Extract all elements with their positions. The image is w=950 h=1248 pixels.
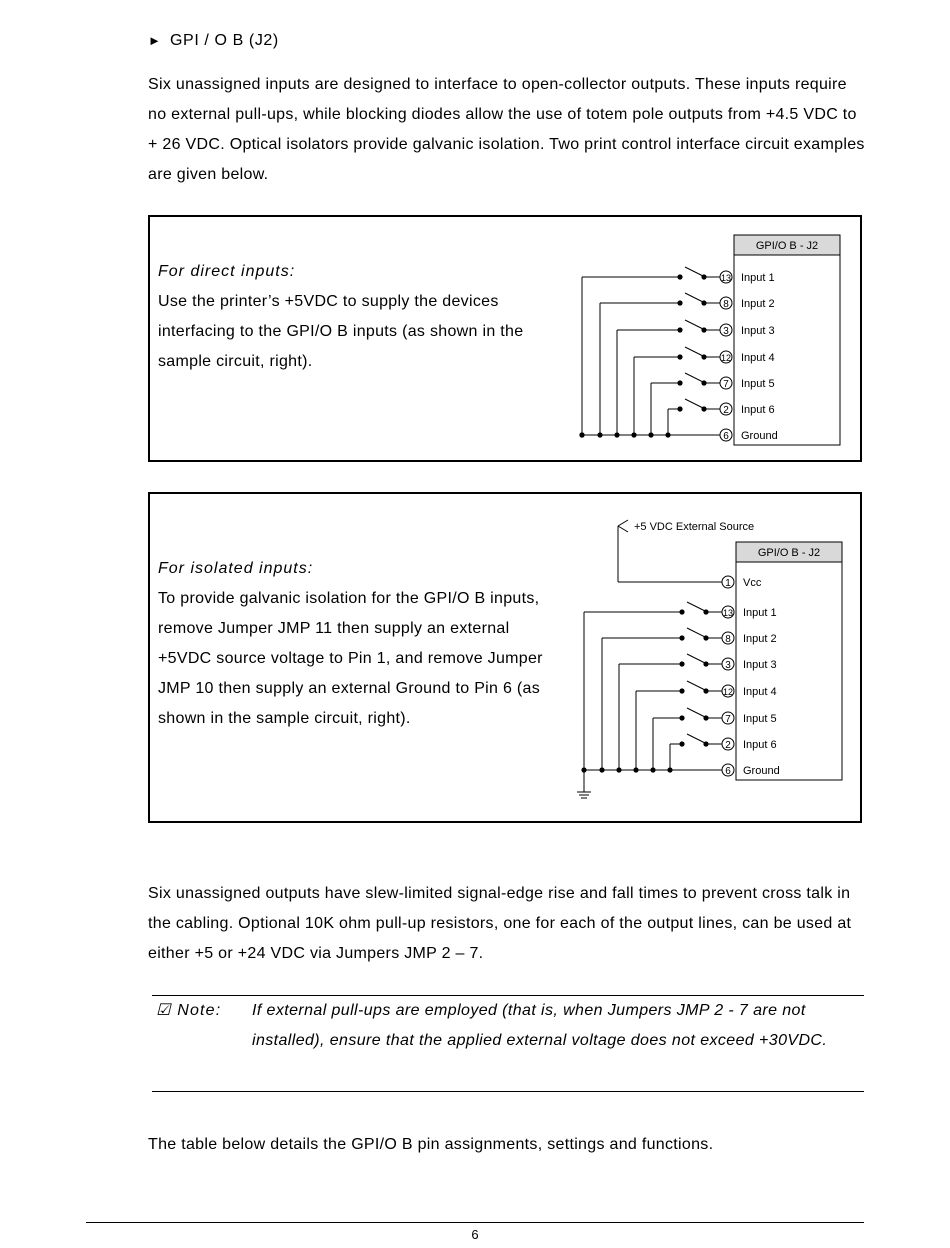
note-box xyxy=(152,995,864,1092)
switch-contact-dot xyxy=(679,661,684,666)
direct-inputs-text xyxy=(158,257,558,377)
pin-number: 2 xyxy=(725,740,731,751)
pin-label: Input 3 xyxy=(743,659,777,671)
section-heading-text: GPI / O B (J2) xyxy=(170,32,279,49)
table-intro-paragraph: The table below details the GPI/O B pin assignments, settings and functions. xyxy=(148,1136,714,1153)
pin-number: 13 xyxy=(722,608,734,618)
pin-number: 6 xyxy=(723,431,729,442)
source-arrow-stroke xyxy=(618,520,628,526)
switch-contact-dot xyxy=(679,688,684,693)
switch-lever xyxy=(687,602,705,611)
pin-number: 12 xyxy=(722,687,734,697)
pin-label: Input 2 xyxy=(741,298,775,310)
direct-inputs-title: For direct inputs: xyxy=(158,263,296,280)
pin-number: 8 xyxy=(725,634,731,645)
switch-contact-dot xyxy=(677,300,682,305)
pin-number: 1 xyxy=(725,578,731,589)
pin-number: 3 xyxy=(723,326,729,337)
switch-contact-dot xyxy=(679,715,684,720)
circuit2-group xyxy=(577,520,842,798)
switch-lever xyxy=(685,267,703,276)
section-heading xyxy=(148,32,279,50)
pin-label: Vcc xyxy=(743,577,762,589)
source-arrow-stroke xyxy=(618,526,628,532)
outputs-paragraph: Six unassigned outputs have slew-limited signal-edge rise and fall times to prevent cross talk in the cabling. Optional 10K ohm pull-up resistors, one for each of the output lines, can be used at either +5 or +24 VDC via Jumpers JMP 2 – 7. xyxy=(148,885,852,962)
switch-contact-dot xyxy=(679,741,684,746)
isolated-inputs-title: For isolated inputs: xyxy=(158,560,314,577)
switch-lever xyxy=(685,320,703,329)
pin-number: 7 xyxy=(725,714,731,725)
pin-label: Input 1 xyxy=(743,607,777,619)
pin-number: 8 xyxy=(723,299,729,310)
pin-label: Input 6 xyxy=(741,404,775,416)
pin-number: 13 xyxy=(720,273,732,283)
external-source-label: +5 VDC External Source xyxy=(634,521,755,533)
switch-lever xyxy=(687,681,705,690)
triangle-bullet-icon: ► xyxy=(148,33,162,48)
direct-inputs-body: Use the printer’s +5VDC to supply the devices interfacing to the GPI/O B inputs (as shown in the sample circuit, right). xyxy=(158,293,524,370)
pin-number: 6 xyxy=(725,766,731,777)
pin-label: Input 1 xyxy=(741,272,775,284)
note-text: If external pull-ups are employed (that is, when Jumpers JMP 2 - 7 are not installed), ensure that the applied external voltage does not exceed +30VDC. xyxy=(252,1002,828,1049)
isolated-inputs-body: To provide galvanic isolation for the GPI/O B inputs, remove Jumper JMP 11 then supply an external +5VDC source voltage to Pin 1, and remove Jumper JMP 10 then supply an external Ground to Pin 6 (as shown in the sample circuit, right). xyxy=(158,590,543,727)
footer-divider xyxy=(86,1222,864,1223)
switch-lever xyxy=(685,373,703,382)
page-number: 6 xyxy=(471,1227,479,1242)
switch-lever xyxy=(685,293,703,302)
isolated-inputs-text xyxy=(158,554,558,734)
switch-contact-dot xyxy=(677,380,682,385)
connector-header-label: GPI/O B - J2 xyxy=(757,547,821,559)
pin-label: Input 5 xyxy=(743,713,777,725)
note-label: ☑ Note: xyxy=(156,1002,222,1019)
switch-lever xyxy=(687,734,705,743)
pin-number: 3 xyxy=(725,660,731,671)
isolated-inputs-circuit-diagram xyxy=(570,506,860,816)
switch-contact-dot xyxy=(677,327,682,332)
circuit1-group xyxy=(579,235,840,445)
switch-lever xyxy=(687,708,705,717)
switch-contact-dot xyxy=(679,635,684,640)
switch-contact-dot xyxy=(677,274,682,279)
pin-number: 7 xyxy=(723,379,729,390)
switch-contact-dot xyxy=(677,406,682,411)
isolated-inputs-box xyxy=(148,492,862,823)
connector-header-label: GPI/O B - J2 xyxy=(755,240,819,252)
pin-label: Ground xyxy=(741,430,778,442)
pin-label: Input 5 xyxy=(741,378,775,390)
pin-label: Input 2 xyxy=(743,633,777,645)
switch-contact-dot xyxy=(679,609,684,614)
pin-label: Ground xyxy=(743,765,780,777)
switch-lever xyxy=(685,399,703,408)
switch-contact-dot xyxy=(677,354,682,359)
direct-inputs-circuit-diagram xyxy=(570,229,860,454)
pin-label: Input 3 xyxy=(741,325,775,337)
pin-number: 12 xyxy=(720,353,732,363)
bus-junction-dot xyxy=(579,432,584,437)
pin-label: Input 6 xyxy=(743,739,777,751)
pin-label: Input 4 xyxy=(741,352,775,364)
pin-number: 2 xyxy=(723,405,729,416)
switch-lever xyxy=(685,347,703,356)
switch-lever xyxy=(687,654,705,663)
pin-label: Input 4 xyxy=(743,686,777,698)
switch-lever xyxy=(687,628,705,637)
direct-inputs-box xyxy=(148,215,862,462)
intro-paragraph: Six unassigned inputs are designed to interface to open-collector outputs. These inputs require no external pull-ups, while blocking diodes allow the use of totem pole outputs from +4.5 VDC to + 26 VDC. Optical isolators provide galvanic isolation. Two print control interface circuit examples are given below. xyxy=(148,76,865,183)
